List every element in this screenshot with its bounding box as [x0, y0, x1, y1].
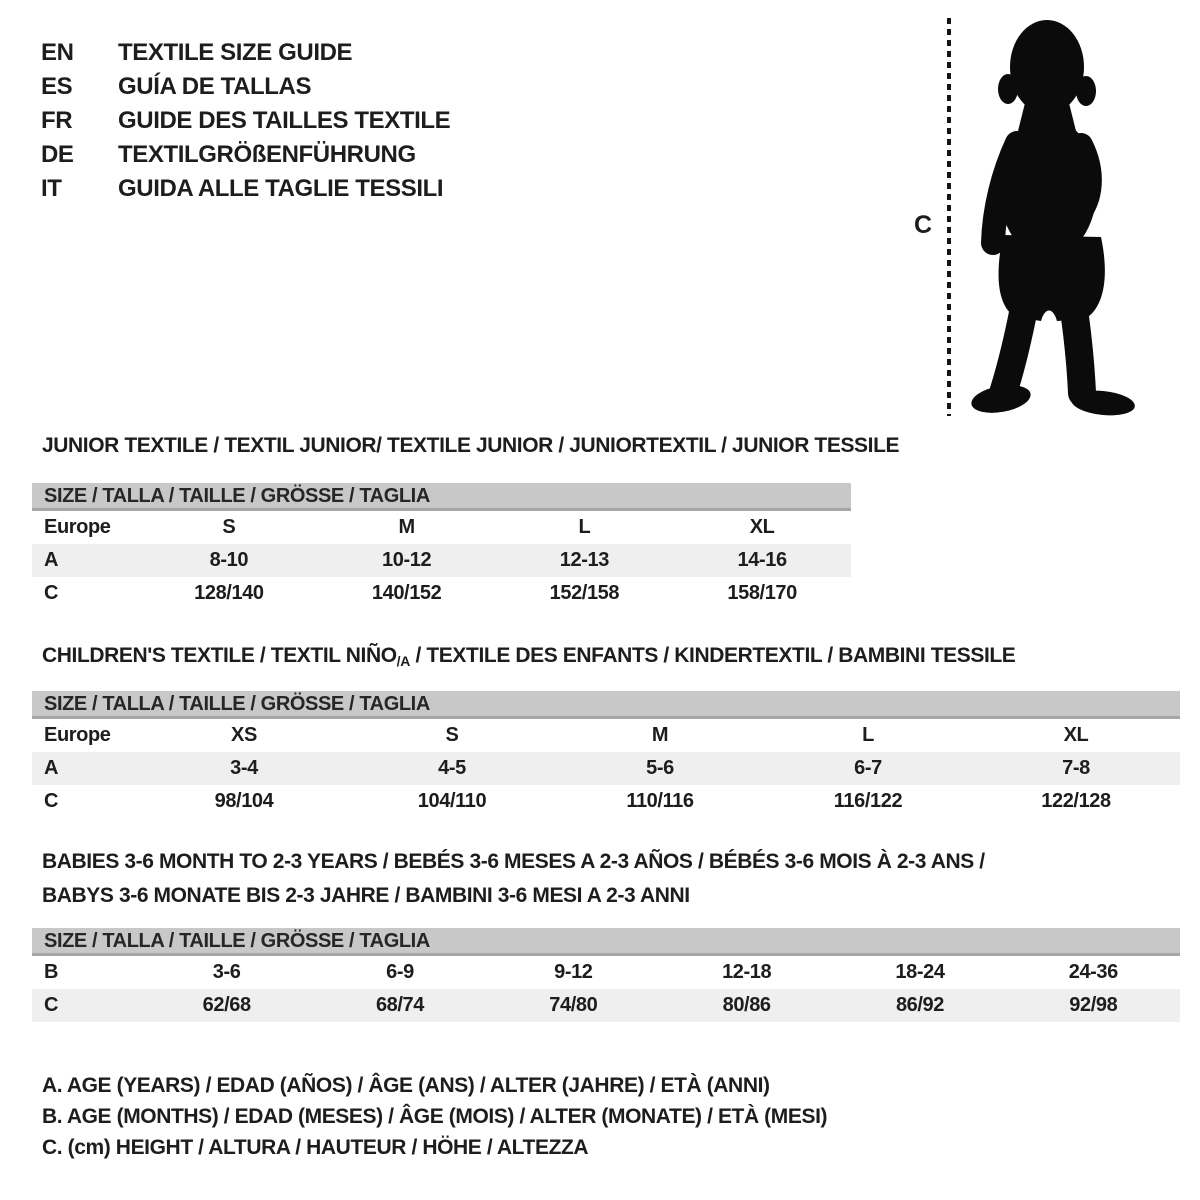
table-cell: 98/104 [214, 790, 274, 812]
row-label: C [44, 994, 59, 1016]
junior-section-title: JUNIOR TEXTILE / TEXTIL JUNIOR/ TEXTILE JUNIOR / JUNIORTEXTIL / JUNIOR TESSILE [42, 434, 900, 457]
table-cell: 9-12 [554, 961, 593, 983]
table-cell: 110/116 [626, 790, 694, 812]
table-cell: 140/152 [371, 582, 442, 604]
table-row-europe [32, 511, 851, 544]
table-cell: 10-12 [382, 549, 432, 571]
children-title-subscript: /A [396, 653, 411, 669]
table-cell: 128/140 [194, 582, 264, 604]
language-title-block [41, 36, 450, 206]
table-cell: 158/170 [727, 582, 797, 604]
table-cell: 92/98 [1069, 994, 1118, 1016]
height-measure-dashed-line [947, 18, 951, 416]
language-row-it [41, 172, 450, 206]
language-code: ES [41, 73, 73, 100]
language-code: EN [41, 39, 74, 66]
size-table-header: SIZE / TALLA / TAILLE / GRÖSSE / TAGLIA [32, 928, 1180, 956]
table-cell: 6-7 [854, 757, 882, 779]
language-title: TEXTILE SIZE GUIDE [118, 39, 353, 66]
language-row-fr [41, 104, 450, 138]
table-cell: L [862, 724, 874, 746]
language-code: DE [41, 141, 74, 168]
table-cell: 14-16 [737, 549, 787, 571]
table-cell: 3-6 [212, 961, 241, 983]
legend-line-c: C. (cm) HEIGHT / ALTURA / HAUTEUR / HÖHE / ALTEZZA [42, 1136, 589, 1159]
table-cell: 68/74 [375, 994, 425, 1016]
children-title-part2: / TEXTILE DES ENFANTS / KINDERTEXTIL / BAMBINI TESSILE [410, 644, 1016, 667]
table-cell: 104/110 [417, 790, 487, 812]
table-cell: XL [1063, 724, 1089, 746]
row-label: B [44, 961, 59, 983]
children-title-part1: CHILDREN'S TEXTILE / TEXTIL NIÑO [42, 644, 397, 667]
babies-title-line1: BABIES 3-6 MONTH TO 2-3 YEARS / BEBÉS 3-6 MESES A 2-3 AÑOS / BÉBÉS 3-6 MOIS À 2-3 ANS / [42, 850, 985, 873]
legend-line-a: A. AGE (YEARS) / EDAD (AÑOS) / ÂGE (ANS) / ALTER (JAHRE) / ETÀ (ANNI) [42, 1074, 770, 1097]
table-cell: S [222, 516, 236, 538]
table-row-europe [32, 719, 1180, 752]
children-size-table [32, 691, 1180, 818]
row-label: Europe [44, 516, 111, 538]
table-row-age [32, 752, 1180, 785]
babies-size-table [32, 928, 1180, 1022]
babies-section-title [42, 845, 985, 913]
row-label: Europe [44, 724, 111, 746]
table-row-height [32, 577, 851, 610]
language-row-es [41, 70, 450, 104]
table-row-age [32, 544, 851, 577]
table-cell: L [578, 516, 591, 538]
row-label: C [44, 790, 59, 812]
table-cell: XS [231, 724, 257, 746]
language-row-en [41, 36, 450, 70]
toddler-silhouette-icon [963, 13, 1141, 419]
language-title: GUIDA ALLE TAGLIE TESSILI [118, 175, 444, 202]
language-title: TEXTILGRÖßENFÜHRUNG [118, 141, 416, 168]
junior-size-table [32, 483, 851, 610]
language-code: FR [41, 107, 73, 134]
table-cell: 86/92 [895, 994, 944, 1016]
table-cell: 74/80 [549, 994, 598, 1016]
table-cell: 5-6 [646, 757, 674, 779]
table-cell: 6-9 [386, 961, 414, 983]
table-cell: XL [749, 516, 775, 538]
table-cell: 18-24 [895, 961, 945, 983]
table-row-months [32, 956, 1180, 989]
legend-block [42, 1070, 827, 1163]
table-cell: 152/158 [549, 582, 620, 604]
height-measure-label: C [914, 211, 932, 239]
table-cell: 122/128 [1041, 790, 1111, 812]
legend-line-b: B. AGE (MONTHS) / EDAD (MESES) / ÂGE (MOIS) / ALTER (MONATE) / ETÀ (MESI) [42, 1105, 828, 1128]
row-label: C [44, 582, 59, 604]
children-section-title [42, 644, 1015, 668]
table-cell: 4-5 [438, 757, 466, 779]
row-label: A [44, 549, 59, 571]
size-table-header: SIZE / TALLA / TAILLE / GRÖSSE / TAGLIA [32, 483, 851, 511]
row-label: A [44, 757, 59, 779]
size-table-header: SIZE / TALLA / TAILLE / GRÖSSE / TAGLIA [32, 691, 1180, 719]
table-cell: 116/122 [833, 790, 903, 812]
table-row-height [32, 785, 1180, 818]
table-cell: 8-10 [209, 549, 249, 571]
table-cell: 3-4 [230, 757, 258, 779]
table-cell: 62/68 [202, 994, 251, 1016]
table-cell: S [445, 724, 459, 746]
language-code: IT [41, 175, 62, 202]
language-title: GUÍA DE TALLAS [118, 73, 312, 100]
table-row-height [32, 989, 1180, 1022]
table-cell: M [651, 724, 669, 746]
language-row-de [41, 138, 450, 172]
table-cell: 24-36 [1068, 961, 1118, 983]
language-title: GUIDE DES TAILLES TEXTILE [118, 107, 451, 134]
table-cell: M [398, 516, 415, 538]
table-cell: 7-8 [1062, 757, 1090, 779]
table-cell: 12-13 [559, 549, 609, 571]
table-cell: 12-18 [722, 961, 772, 983]
table-cell: 80/86 [722, 994, 771, 1016]
babies-title-line2: BABYS 3-6 MONATE BIS 2-3 JAHRE / BAMBINI 3-6 MESI A 2-3 ANNI [42, 884, 690, 907]
